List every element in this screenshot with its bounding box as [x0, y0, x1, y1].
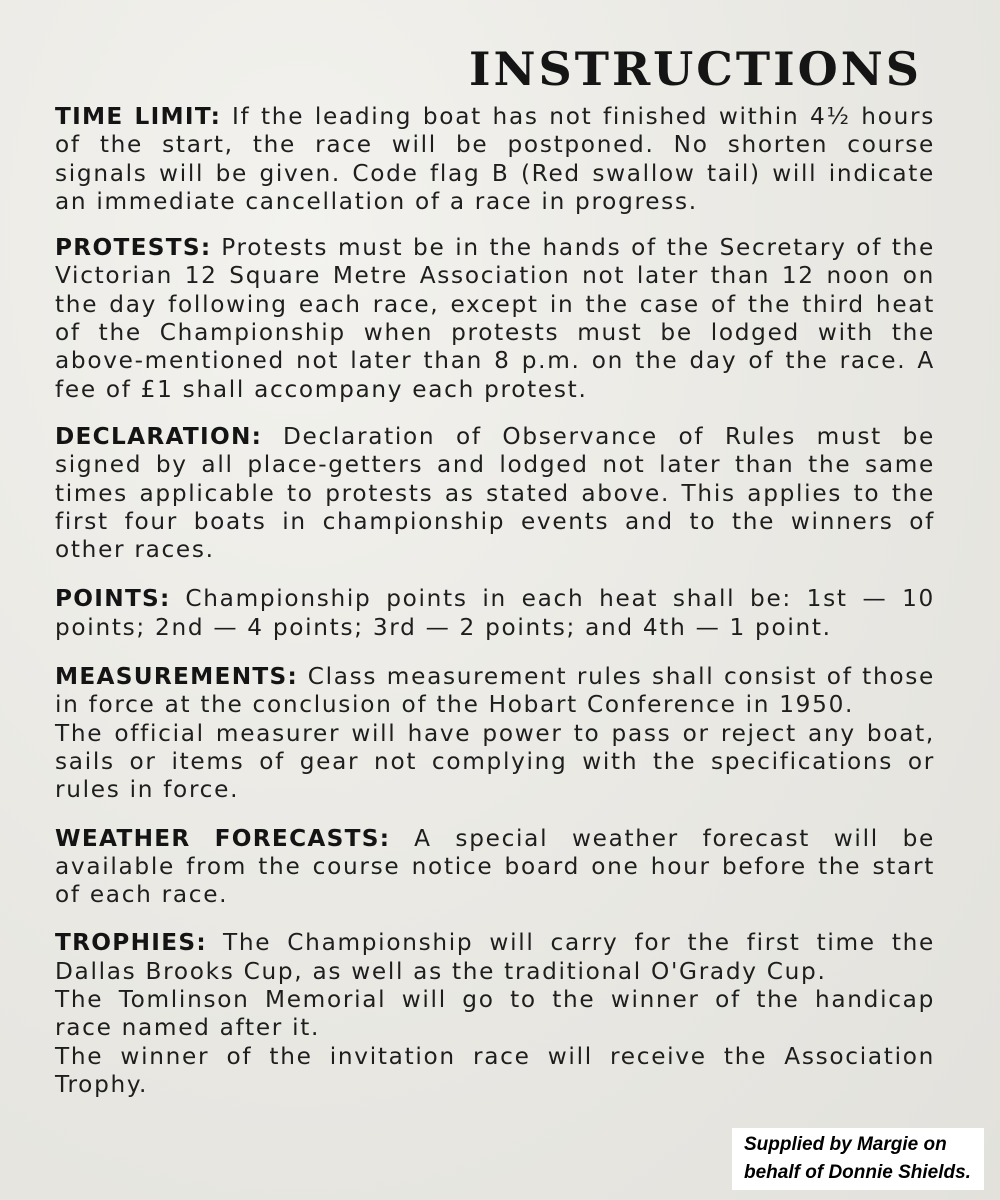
section-text: The Championship will carry for the first time the Dallas Brooks Cup, as well as the traditional O'Grady Cup. [55, 929, 935, 985]
instructions-body [55, 103, 935, 1099]
section-heading: TROPHIES: [55, 929, 207, 957]
section-heading: DECLARATION: [55, 422, 263, 450]
section-paragraph [55, 663, 935, 720]
section-text: Championship points in each heat shall be: 1st — 10 points; 2nd — 4 points; 3rd — 2 points; and 4th — 1 point. [55, 585, 935, 641]
section-paragraph [55, 423, 935, 564]
section-time-limit [55, 103, 935, 216]
section-paragraph [55, 929, 935, 986]
section-trophies [55, 929, 935, 1099]
section-paragraph [55, 103, 935, 216]
section-heading: POINTS: [55, 585, 171, 613]
section-text: If the leading boat has not finished within 4½ hours of the start, the race will be postponed. No shorten course signals will be given. Code flag B (Red swallow tail) will indicate an immediate cancellation of a race in progress. [55, 103, 935, 215]
section-paragraph: The official measurer will have power to pass or reject any boat, sails or items of gear not complying with the specifications or rules in force. [55, 719, 935, 804]
section-paragraph [55, 585, 935, 642]
section-paragraph [55, 825, 935, 910]
section-paragraph: The winner of the invitation race will receive the Association Trophy. [55, 1042, 935, 1098]
section-text: Class measurement rules shall consist of those in force at the conclusion of the Hobart Conference in 1950. [55, 663, 935, 719]
section-text: Protests must be in the hands of the Secretary of the Victorian 12 Square Metre Association not later than 12 noon on the day following each race, except in the case of the third heat of the Championship when protests must be lodged with the above-mentioned not later than 8 p.m. on the day of the race. A fee of £1 shall accompany each protest. [55, 234, 935, 403]
credit-line: Supplied by Margie on [744, 1134, 947, 1155]
section-measurements [55, 663, 935, 804]
page-title: INSTRUCTIONS [468, 42, 922, 96]
section-points [55, 585, 935, 642]
section-declaration [55, 423, 935, 564]
section-paragraph [55, 234, 935, 404]
section-text: Declaration of Observance of Rules must be signed by all place-getters and lodged not later than the same times applicable to protests as stated above. This applies to the first four boats in championship events and to the winners of other races. [55, 422, 935, 564]
section-weather-forecasts [55, 825, 935, 910]
section-paragraph: The Tomlinson Memorial will go to the winner of the handicap race named after it. [55, 986, 935, 1042]
credit-line: behalf of Donnie Shields. [744, 1162, 971, 1183]
credit-caption [732, 1128, 984, 1190]
section-heading: WEATHER FORECASTS: [55, 824, 391, 852]
section-heading: MEASUREMENTS: [55, 663, 299, 691]
section-text: A special weather forecast will be available from the course notice board one hour before the start of each race. [55, 824, 935, 909]
section-protests [55, 234, 935, 404]
section-heading: TIME LIMIT: [55, 103, 222, 130]
section-heading: PROTESTS: [55, 234, 212, 262]
